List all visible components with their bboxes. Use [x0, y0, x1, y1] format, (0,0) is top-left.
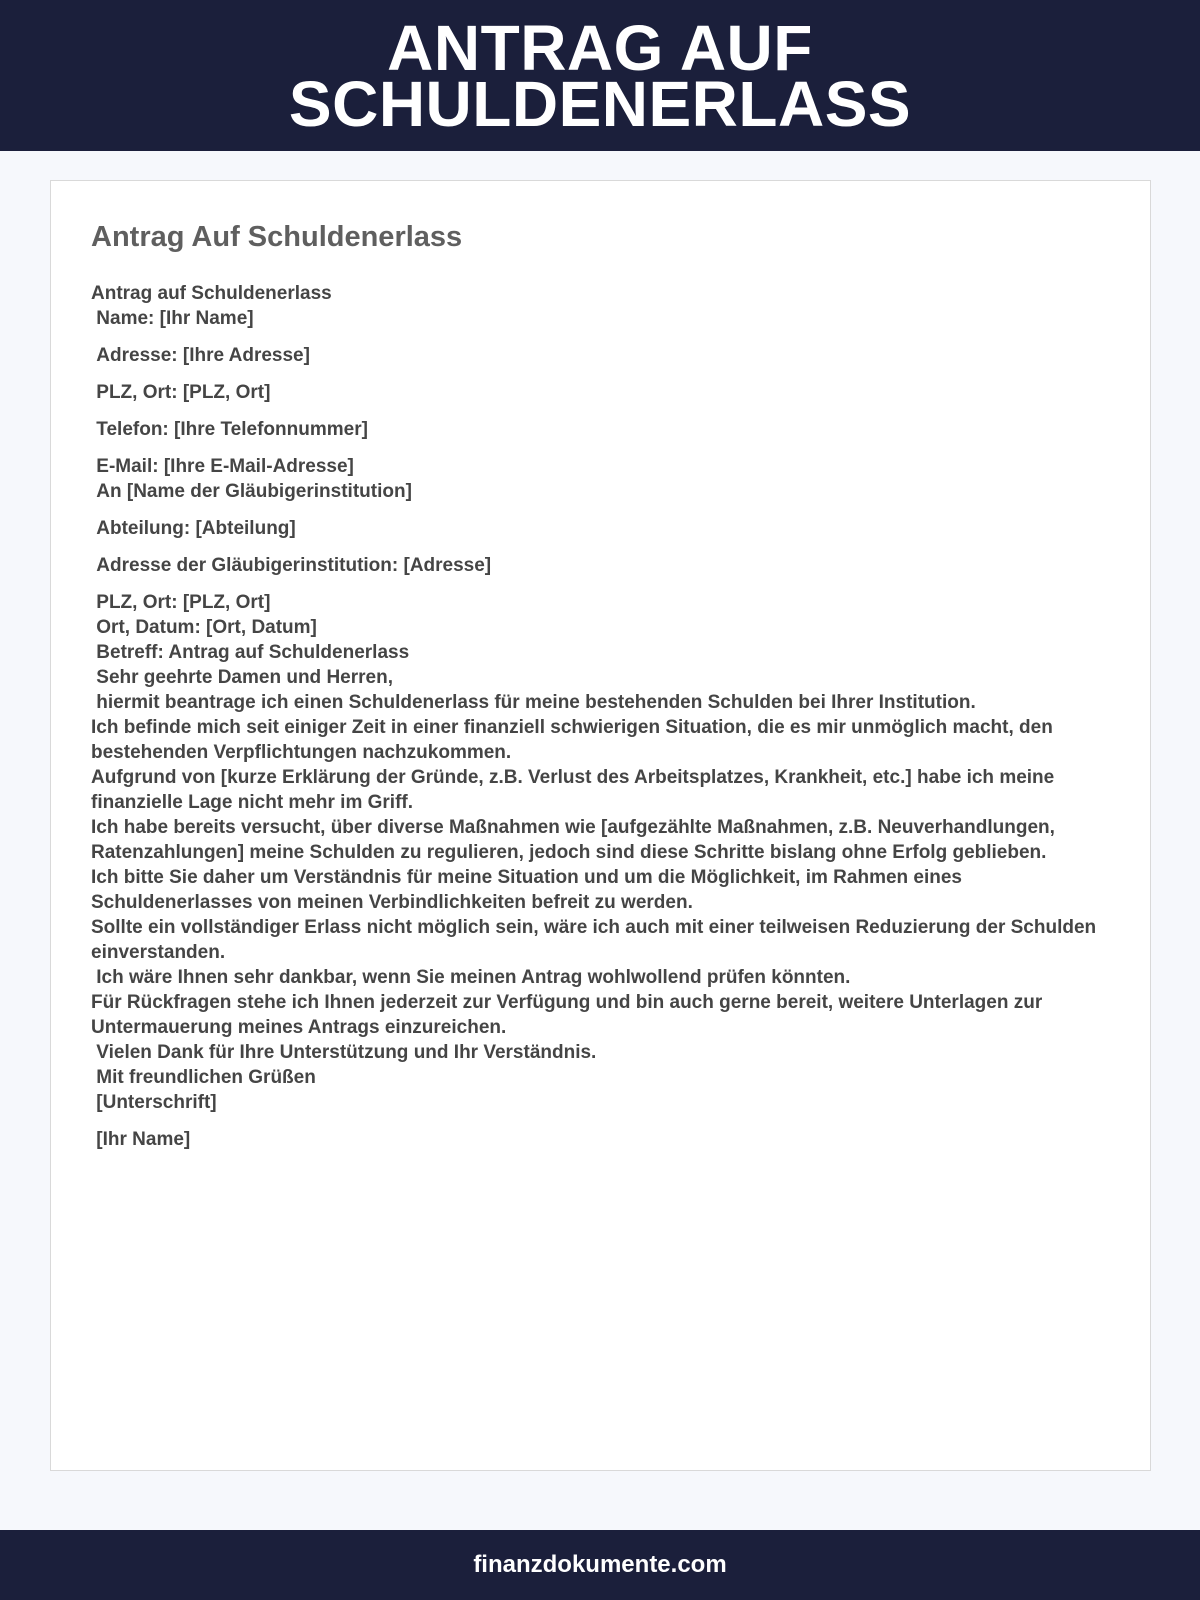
letter-line: Ich befinde mich seit einiger Zeit in einer finanziell schwierigen Situation, die es mir unmöglich macht, den bestehenden Verpflichtungen nachzukommen. — [91, 717, 1059, 763]
banner-title: ANTRAG AUF SCHULDENERLASS — [288, 11, 912, 140]
page-footer — [0, 1530, 1200, 1600]
letter-line: Ich wäre Ihnen sehr dankbar, wenn Sie meinen Antrag wohlwollend prüfen könnten. — [91, 967, 851, 988]
letter-line: Adresse der Gläubigerinstitution: [Adresse] — [91, 555, 492, 576]
letter-line: Mit freundlichen Grüßen — [91, 1067, 316, 1088]
document-body — [91, 281, 1101, 1152]
letter-line: Aufgrund von [kurze Erklärung der Gründe, z.B. Verlust des Arbeitsplatzes, Krankheit, etc.] habe ich meine finanzielle Lage nicht mehr im Griff. — [91, 767, 1060, 813]
letter-line: An [Name der Gläubigerinstitution] — [91, 481, 412, 502]
letter-line: hiermit beantrage ich einen Schuldenerlass für meine bestehenden Schulden bei Ihrer Institution. — [91, 692, 976, 713]
letter-line: E-Mail: [Ihre E-Mail-Adresse] — [91, 456, 354, 477]
letter-line: Ich habe bereits versucht, über diverse Maßnahmen wie [aufgezählte Maßnahmen, z.B. Neuverhandlungen, Ratenzahlungen] meine Schulden zu regulieren, jedoch sind diese Schritte bislang ohne Erfolg geblieben. — [91, 817, 1061, 863]
letter-line: PLZ, Ort: [PLZ, Ort] — [91, 382, 271, 403]
letter-line: Ich bitte Sie daher um Verständnis für meine Situation und um die Möglichkeit, im Rahmen eines Schuldenerlasses von meinen Verbindlichkeiten befreit zu werden. — [91, 867, 968, 913]
document-heading: Antrag Auf Schuldenerlass — [91, 221, 463, 253]
document-card — [50, 180, 1151, 1471]
page-header — [0, 0, 1200, 151]
letter-line: Adresse: [Ihre Adresse] — [91, 345, 310, 366]
letter-line: Abteilung: [Abteilung] — [91, 518, 296, 539]
footer-site-link[interactable]: finanzdokumente.com — [473, 1551, 727, 1578]
letter-line: Sehr geehrte Damen und Herren, — [91, 667, 393, 688]
letter-line: Telefon: [Ihre Telefonnummer] — [91, 419, 368, 440]
letter-line: Für Rückfragen stehe ich Ihnen jederzeit zur Verfügung und bin auch gerne bereit, weitere Unterlagen zur Untermauerung meines Antrags einzureichen. — [91, 992, 1048, 1038]
letter-line: Vielen Dank für Ihre Unterstützung und Ihr Verständnis. — [91, 1042, 597, 1063]
letter-line: Sollte ein vollständiger Erlass nicht möglich sein, wäre ich auch mit einer teilweisen Reduzierung der Schulden einverstanden. — [91, 917, 1102, 963]
letter-line: Antrag auf Schuldenerlass — [91, 283, 332, 304]
letter-line: Ort, Datum: [Ort, Datum] — [91, 617, 317, 638]
letter-line: Name: [Ihr Name] — [91, 308, 254, 329]
letter-line: PLZ, Ort: [PLZ, Ort] — [91, 592, 271, 613]
letter-line: [Unterschrift] — [91, 1092, 217, 1113]
letter-line: [Ihr Name] — [91, 1129, 191, 1150]
letter-line: Betreff: Antrag auf Schuldenerlass — [91, 642, 410, 663]
